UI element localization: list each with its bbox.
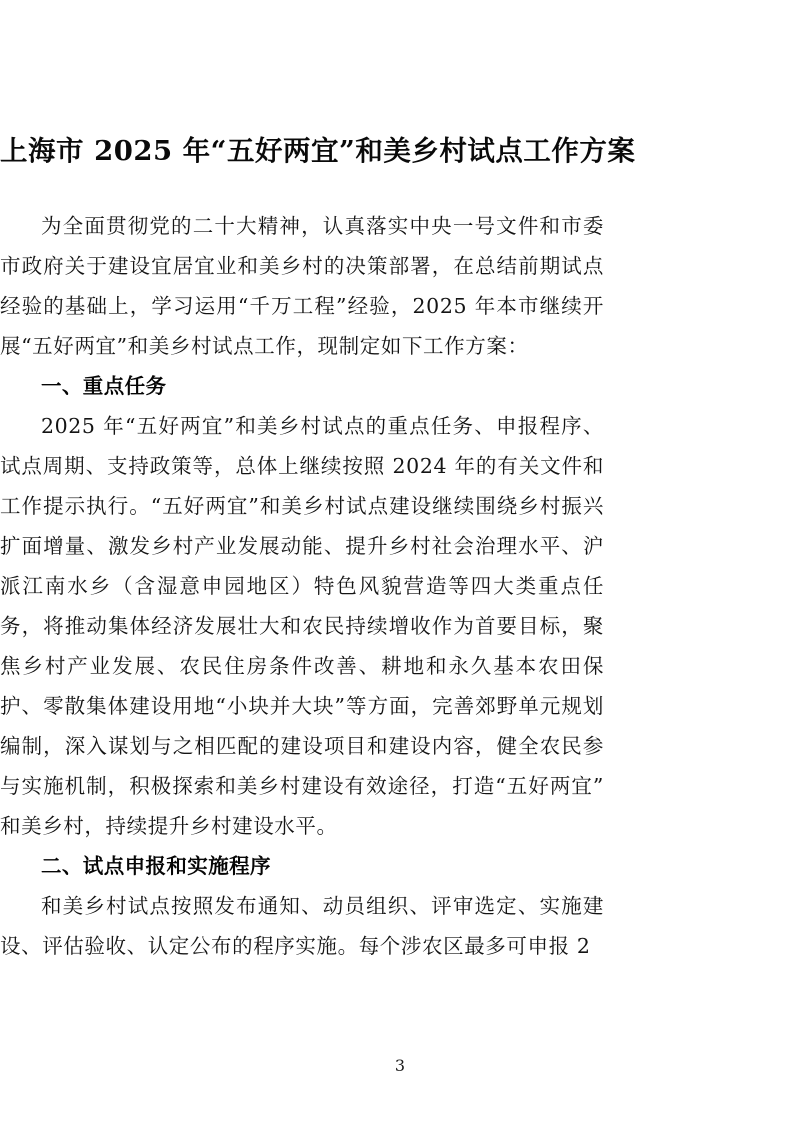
document-body: [0, 206, 604, 966]
application-procedure-paragraph: 和美乡村试点按照发布通知、动员组织、评审选定、实施建设、评估验收、认定公布的程序实施。每个涉农区最多可申报 2: [0, 894, 604, 958]
section-heading-2: 二、试点申报和实施程序: [41, 854, 271, 878]
key-tasks-paragraph: 2025 年“五好两宜”和美乡村试点的重点任务、申报程序、试点周期、支持政策等，总体上继续按照 2024 年的有关文件和工作提示执行。“五好两宜”和美乡村试点建设继续围绕乡村振兴扩面增量、激发乡村产业发展动能、提升乡村社会治理水平、沪派江南水乡（含湿意申园地区）特色风貌营造等四大类重点任务，将推动集体经济发展壮大和农民持续增收作为首要目标，聚焦乡村产业发展、农民住房条件改善、耕地和永久基本农田保护、零散集体建设用地“小块并大块”等方面，完善郊野单元规划编制，深入谋划与之相匹配的建设项目和建设内容，健全农民参与实施机制，积极探索和美乡村建设有效途径，打造“五好两宜”和美乡村，持续提升乡村建设水平。: [0, 414, 604, 838]
page-number: 3: [394, 1056, 406, 1075]
intro-paragraph: 为全面贯彻党的二十大精神，认真落实中央一号文件和市委市政府关于建设宜居宜业和美乡村的决策部署，在总结前期试点经验的基础上，学习运用“千万工程”经验，2025 年本市继续开展“五好两宜”和美乡村试点工作，现制定如下工作方案：: [0, 214, 604, 358]
section-heading-1: 一、重点任务: [41, 374, 167, 398]
page-title: 上海市 2025 年“五好两宜”和美乡村试点工作方案: [0, 135, 636, 167]
